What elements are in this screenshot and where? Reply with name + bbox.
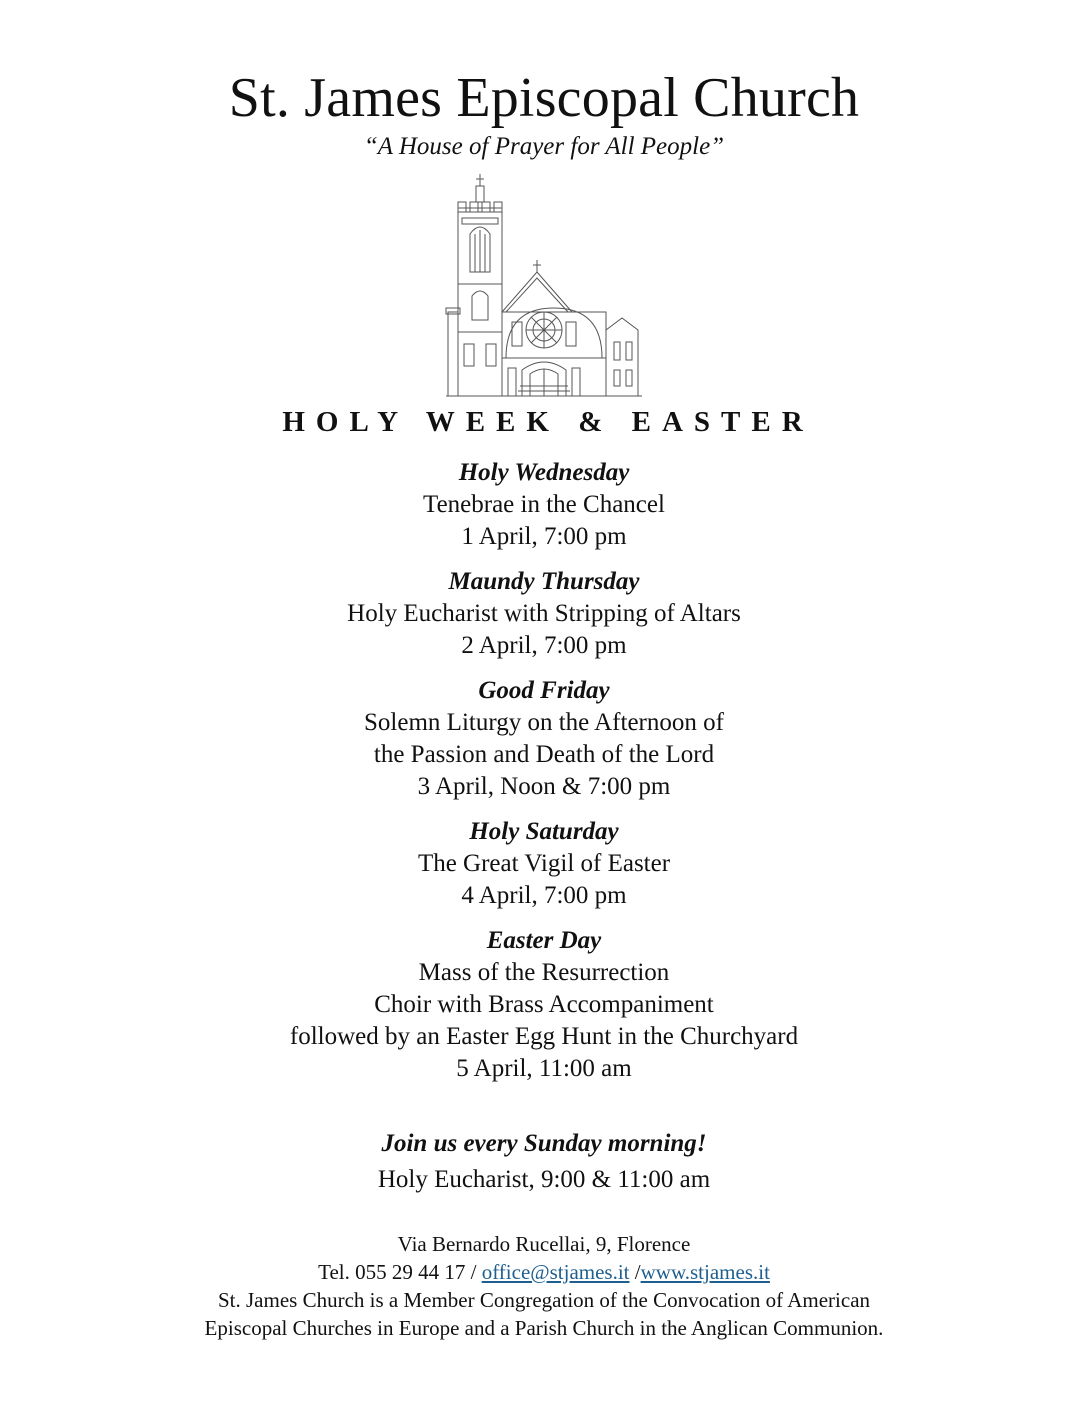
footer-contact [0, 1258, 1088, 1286]
event-detail: Tenebrae in the Chancel [423, 491, 665, 518]
website-link[interactable]: www.stjames.it [640, 1260, 770, 1284]
event-holy-wednesday [0, 457, 1088, 553]
event-maundy-thursday [0, 566, 1088, 662]
footer-membership-line-2: Episcopal Churches in Europe and a Parish Church in the Anglican Communion. [204, 1316, 884, 1340]
event-detail: Choir with Brass Accompaniment [374, 991, 714, 1018]
sunday-invitation [0, 1128, 1088, 1196]
footer-separator: / [629, 1260, 641, 1284]
footer-membership-line-1: St. James Church is a Member Congregation of the Convocation of American [217, 1288, 871, 1312]
church-title: St. James Episcopal Church [228, 67, 860, 129]
event-holy-saturday [0, 816, 1088, 912]
event-name: Holy Wednesday [458, 459, 630, 486]
footer [0, 1230, 1088, 1342]
event-datetime: 5 April, 11:00 am [456, 1055, 632, 1082]
event-detail: Mass of the Resurrection [418, 959, 670, 986]
footer-address: Via Bernardo Rucellai, 9, Florence [397, 1232, 691, 1256]
church-building-illustration [444, 172, 644, 400]
event-detail: Solemn Liturgy on the Afternoon of [364, 709, 724, 736]
event-name: Maundy Thursday [448, 568, 640, 595]
event-name: Holy Saturday [469, 818, 619, 845]
event-detail: the Passion and Death of the Lord [373, 741, 715, 768]
events-list [0, 457, 1088, 1098]
event-detail: The Great Vigil of Easter [417, 850, 671, 877]
section-heading: HOLY WEEK & EASTER [282, 406, 814, 438]
email-link[interactable]: office@stjames.it [481, 1260, 630, 1284]
event-detail: followed by an Easter Egg Hunt in the Churchyard [289, 1023, 799, 1050]
event-good-friday [0, 675, 1088, 803]
sunday-title: Join us every Sunday morning! [381, 1130, 707, 1157]
sunday-service-times: Holy Eucharist, 9:00 & 11:00 am [377, 1166, 711, 1193]
event-datetime: 1 April, 7:00 pm [461, 523, 627, 550]
event-datetime: 3 April, Noon & 7:00 pm [417, 773, 671, 800]
event-name: Good Friday [478, 677, 610, 704]
event-datetime: 2 April, 7:00 pm [461, 632, 627, 659]
event-easter-day [0, 925, 1088, 1085]
event-detail: Holy Eucharist with Stripping of Altars [347, 600, 741, 627]
footer-tel: Tel. 055 29 44 17 / [318, 1260, 482, 1284]
event-datetime: 4 April, 7:00 pm [461, 882, 627, 909]
event-name: Easter Day [486, 927, 602, 954]
church-tagline: “A House of Prayer for All People” [363, 133, 725, 160]
